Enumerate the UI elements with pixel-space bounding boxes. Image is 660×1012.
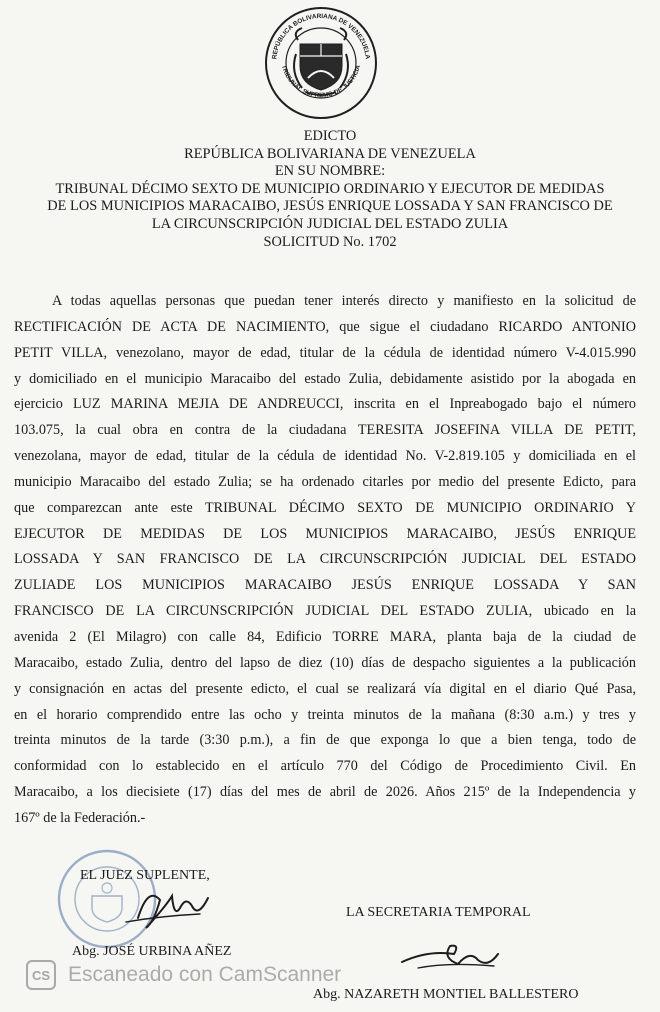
judge-title: EL JUEZ SUPLENTE, [80, 868, 210, 883]
camscanner-watermark [26, 960, 341, 990]
body-line: treinta minutos de la tarde (3:30 p.m.), a fin de que exponga lo que a bien tenga, todo de [14, 732, 636, 749]
judge-signature [120, 878, 220, 938]
edict-body-paragraph [14, 289, 636, 832]
body-line: que comparezcan ante este TRIBUNAL DÉCIMO SEXTO DE MUNICIPIO ORDINARIO Y [14, 499, 636, 516]
body-line: EJECUTOR DE MEDIDAS DE LOS MUNICIPIOS MARACAIBO, JESÚS ENRIQUE [14, 525, 636, 542]
header-line: DE LOS MUNICIPIOS MARACAIBO, JESÚS ENRIQUE LOSSADA Y SAN FRANCISCO DE [47, 198, 613, 215]
secretary-signature [398, 940, 502, 976]
header-line: LA CIRCUNSCRIPCIÓN JUDICIAL DEL ESTADO ZULIA [151, 215, 509, 232]
watermark-text: Escaneado con CamScanner [68, 963, 342, 986]
body-line: 167º de la Federación.- [14, 809, 146, 826]
secretary-title: LA SECRETARIA TEMPORAL [346, 905, 531, 920]
body-line: 103.075, la cual obra en contra de la ciudadana TERESITA JOSEFINA VILLA DE PETIT, [14, 422, 636, 439]
header-line: EDICTO [303, 128, 357, 144]
body-line: municipio Maracaibo del estado Zulia; se ha ordenado citarles por medio del presente Edicto, para [14, 473, 636, 490]
body-line: Maracaibo, estado Zulia, dentro del lapso de diez (10) días de despacho siguientes a la publicación [14, 654, 636, 671]
body-line: en el horario comprendido entre las ocho y treinta minutos de la mañana (8:30 a.m.) y tres y [14, 706, 636, 723]
edict-header [10, 128, 650, 251]
camscanner-icon: CS [26, 960, 56, 990]
body-line: A todas aquellas personas que puedan tener interés directo y manifiesto en la solicitud de [52, 293, 636, 309]
tsj-seal-emblem [262, 4, 380, 122]
body-line: RECTIFICACIÓN DE ACTA DE NACIMIENTO, que sigue el ciudadano RICARDO ANTONIO [14, 318, 636, 335]
body-line: y consignación en actas del presente edicto, el cual se realizará vía digital en el diario Qué Pasa, [14, 680, 636, 697]
seal-bottom-text: TRIBUNAL SUPREMO DE JUSTICIA [279, 64, 363, 100]
body-line: LOSSADA Y SAN FRANCISCO DE LA CIRCUNSCRIPCIÓN JUDICIAL DEL ESTADO [14, 551, 636, 568]
body-line: PETIT VILLA, venezolano, mayor de edad, titular de la cédula de identidad número V-4.015.990 [14, 344, 636, 361]
body-line: venezolana, mayor de edad, titular de la cédula de identidad No. V-2.819.105 y domiciliada en el [14, 448, 636, 465]
body-line: conformidad con lo establecido en el artículo 770 del Código de Procedimiento Civil. En [14, 758, 636, 775]
secretary-name: Abg. NAZARETH MONTIEL BALLESTERO [313, 987, 579, 1002]
body-line: avenida 2 (El Milagro) con calle 84, Edificio TORRE MARA, planta baja de la ciudad de [14, 628, 636, 645]
body-line: ejercicio LUZ MARINA MEJIA DE ANDREUCCI, inscrita en el Inpreabogado bajo el número [14, 396, 636, 413]
seal-top-text: REPÚBLICA BOLIVARIANA DE VENEZUELA [271, 12, 371, 60]
body-line: Maracaibo, a los diecisiete (17) días del mes de abril de 2026. Años 215º de la Independencia y [14, 784, 636, 801]
body-line: FRANCISCO DE LA CIRCUNSCRIPCIÓN JUDICIAL DEL ESTADO ZULIA, ubicado en la [14, 603, 636, 620]
header-line: REPÚBLICA BOLIVARIANA DE VENEZUELA [184, 145, 476, 162]
body-line: y domiciliado en el municipio Maracaibo del estado Zulia, debidamente asistido por la abogada en [14, 370, 636, 387]
judge-name: Abg. JOSÉ URBINA AÑEZ [72, 944, 232, 959]
body-line: ZULIADE LOS MUNICIPIOS MARACAIBO JESÚS ENRIQUE LOSSADA Y SAN [14, 577, 636, 594]
header-line: SOLICITUD No. 1702 [263, 233, 397, 250]
header-line: EN SU NOMBRE: [274, 163, 386, 180]
header-line: TRIBUNAL DÉCIMO SEXTO DE MUNICIPIO ORDINARIO Y EJECUTOR DE MEDIDAS [55, 180, 605, 197]
